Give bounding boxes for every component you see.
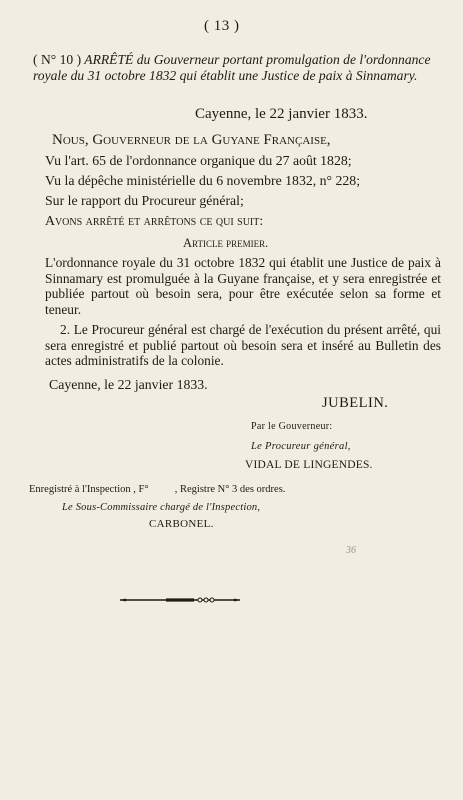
dateline: Cayenne, le 22 janvier 1833.	[195, 106, 368, 122]
article-2-text: 2. Le Procureur général est chargé de l'exécution du présent arrêté, qui sera enregistré et publié partout où besoin sera et inséré au Bulletin des actes administratifs de la colonie.	[45, 322, 441, 368]
decree-heading	[33, 52, 441, 84]
preamble-rapport: Sur le rapport du Procureur général;	[45, 193, 244, 208]
sous-commissaire-role: Le Sous-Commissaire chargé de l'Inspection,	[62, 502, 261, 513]
article-1-text: L'ordonnance royale du 31 octobre 1832 qui établit une Justice de paix à Sinnamary est promulguée à la Guyane française, et y sera enregistrée et publiée partout où besoin sera, pour être exécutée selon sa forme et teneur.	[45, 255, 441, 317]
decorative-rule-ornament	[120, 596, 240, 604]
procureur-name: VIDAL DE LINGENDES.	[245, 459, 373, 471]
carbonel-name: CARBONEL.	[149, 518, 214, 530]
preamble-nous: Nous, Gouverneur de la Guyane Française,	[52, 132, 331, 148]
article-title: Article premier.	[183, 236, 269, 250]
page-number: ( 13 )	[204, 18, 240, 34]
preamble-avons: Avons arrêté et arrêtons ce qui suit:	[45, 213, 264, 228]
procureur-role: Le Procureur général,	[251, 441, 351, 452]
decree-number: ( N° 10 )	[33, 52, 82, 67]
governor-signature: JUBELIN.	[322, 395, 389, 411]
preamble-vu-art: Vu l'art. 65 de l'ordonnance organique du 27 août 1828;	[45, 153, 352, 168]
par-le-gouverneur: Par le Gouverneur:	[251, 421, 333, 432]
closing-date: Cayenne, le 22 janvier 1833.	[49, 377, 208, 392]
registration-line: Enregistré à l'Inspection , F° , Registre N° 3 des ordres.	[29, 484, 286, 495]
margin-handwritten-note: 36	[346, 545, 356, 556]
decree-title: ARRÊTÉ du Gouverneur portant promulgation de l'ordonnance royale du 31 octobre 1832 qui établit une Justice de paix à Sinnamary.	[33, 52, 431, 83]
preamble-vu-depeche: Vu la dépêche ministérielle du 6 novembre 1832, n° 228;	[45, 173, 361, 188]
